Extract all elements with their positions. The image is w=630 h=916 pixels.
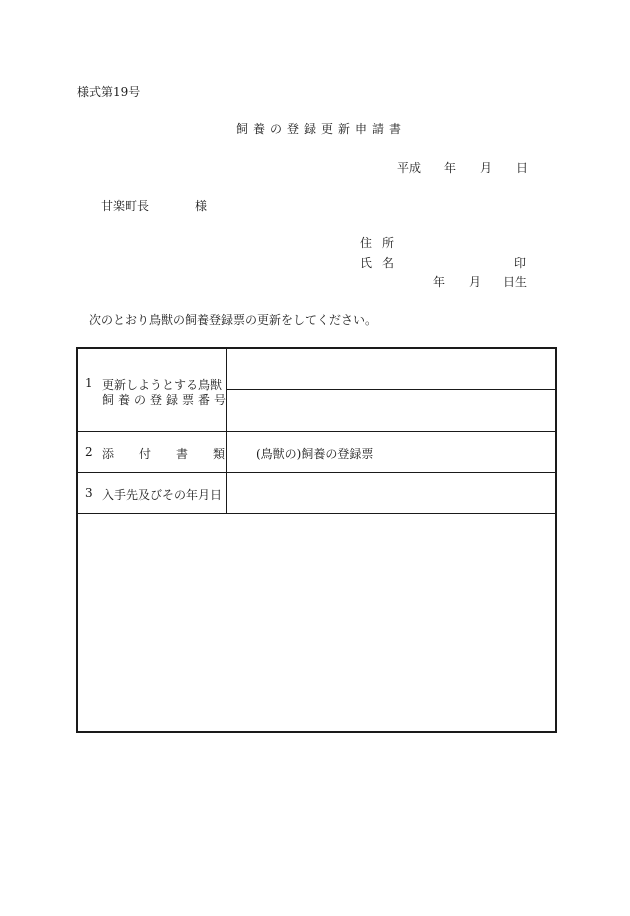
row1-label-line1: 更新しようとする鳥獣	[102, 378, 223, 392]
date-day-label: 日	[516, 161, 529, 175]
row1-value-field[interactable]	[228, 349, 554, 430]
addressee-honorific: 様	[195, 199, 208, 213]
date-era: 平成	[397, 161, 422, 175]
form-number: 様式第19号	[77, 85, 141, 99]
document-title: 飼養の登録更新申請書	[236, 122, 407, 136]
row1-number: 1	[85, 376, 93, 390]
row2-label: 添付書類	[102, 447, 251, 461]
application-table	[76, 347, 557, 733]
seal-mark: 印	[514, 256, 527, 270]
row2-number: 2	[85, 445, 93, 459]
name-label: 氏名	[360, 256, 405, 270]
request-text: 次のとおり鳥獣の飼養登録票の更新をしてください。	[89, 313, 378, 327]
row1-label-line2: 飼養の登録票番号	[102, 393, 231, 407]
row-divider	[78, 431, 555, 432]
row2-value: (鳥獣の)飼養の登録票	[256, 447, 374, 461]
addressee-name: 甘楽町長	[101, 199, 150, 213]
remarks-area[interactable]	[78, 514, 555, 731]
date-year-label: 年	[444, 161, 457, 175]
birth-month-label: 月	[469, 275, 482, 289]
date-month-label: 月	[480, 161, 493, 175]
birth-year-label: 年	[433, 275, 446, 289]
row3-value-field[interactable]	[228, 473, 554, 512]
address-label: 住所	[360, 236, 405, 250]
row3-number: 3	[85, 486, 93, 500]
row3-label: 入手先及びその年月日	[102, 488, 223, 502]
birth-day-label: 日生	[503, 275, 528, 289]
